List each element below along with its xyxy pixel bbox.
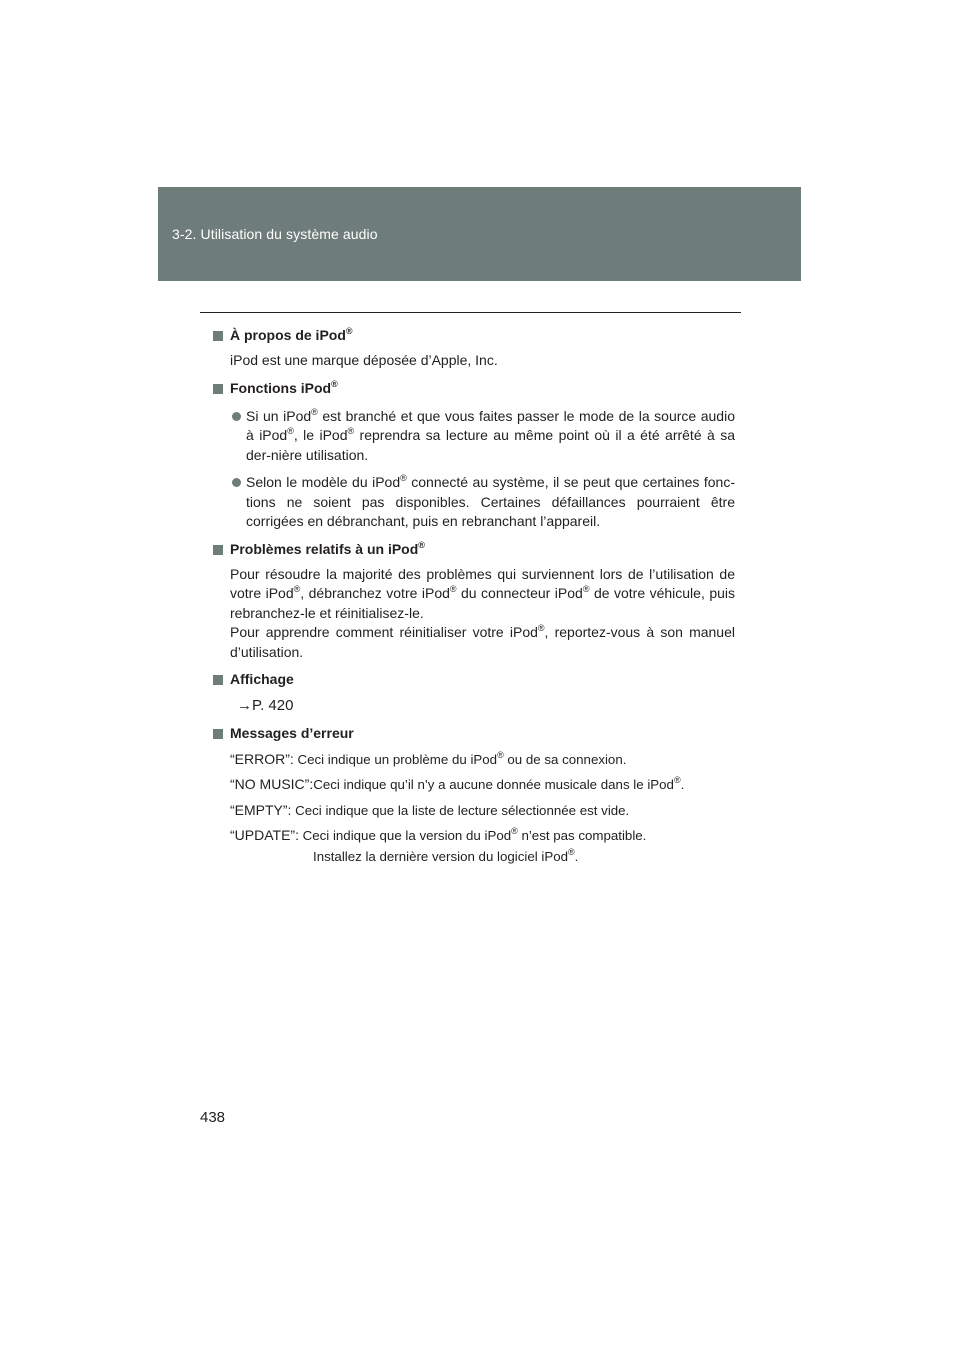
round-bullet-icon bbox=[232, 412, 241, 421]
section-title: 3-2. Utilisation du système audio bbox=[172, 226, 378, 242]
round-bullet-icon bbox=[232, 478, 241, 487]
error-message-update-line-2: Installez la dernière version du logiciel iPod®. bbox=[313, 846, 579, 864]
error-message-empty: “EMPTY”: Ceci indique que la liste de lecture sélectionnée est vide. bbox=[230, 801, 630, 818]
divider-rule bbox=[200, 312, 741, 313]
problems-text: Pour résoudre la majorité des problèmes qui surviennent lors de l’utilisation de votre iPod®, débranchez votre iPod® du connecteur iPod® de votre véhicule, puis rebranchez-le et réinitialisez-le. Pour apprendre comment réinitialiser votre iPod®, reportez-vous à son manuel d’utilisation. bbox=[230, 565, 735, 660]
heading-error-messages: Messages d’erreur bbox=[213, 724, 735, 744]
heading-about-ipod: À propos de iPod® bbox=[213, 326, 735, 346]
heading-ipod-problems: Problèmes relatifs à un iPod® bbox=[213, 540, 735, 560]
section-header-band bbox=[158, 187, 801, 281]
page-reference-link[interactable]: →P. 420 bbox=[237, 697, 294, 714]
functions-bullet-1: Si un iPod® est branché et que vous faites passer le mode de la source audio à iPod®, le iPod® reprendra sa lecture au même point où il a été arrêté à sa der-nière utilisation. bbox=[213, 407, 735, 466]
square-bullet-icon bbox=[213, 729, 223, 739]
square-bullet-icon bbox=[213, 545, 223, 555]
page-content bbox=[213, 326, 735, 866]
square-bullet-icon bbox=[213, 675, 223, 685]
arrow-right-icon: → bbox=[237, 697, 252, 714]
square-bullet-icon bbox=[213, 331, 223, 341]
error-message-error: “ERROR”: Ceci indique un problème du iPod® ou de sa connexion. bbox=[230, 749, 627, 767]
page-number: 438 bbox=[200, 1109, 226, 1126]
heading-ipod-functions: Fonctions iPod® bbox=[213, 379, 735, 399]
square-bullet-icon bbox=[213, 384, 223, 394]
functions-bullet-2: Selon le modèle du iPod® connecté au système, il se peut que certaines fonc-tions ne soient pas disponibles. Certaines défaillances pourraient être corrigées en débranchant, puis en rebranchant l’appareil. bbox=[213, 473, 735, 532]
about-text: iPod est une marque déposée d’Apple, Inc. bbox=[230, 352, 498, 368]
error-message-update: “UPDATE”: Ceci indique que la version du iPod® n’est pas compatible. bbox=[230, 826, 647, 843]
heading-display: Affichage bbox=[213, 670, 735, 690]
error-message-no-music: “NO MUSIC”:Ceci indique qu’il n’y a aucune donnée musicale dans le iPod®. bbox=[230, 775, 685, 792]
